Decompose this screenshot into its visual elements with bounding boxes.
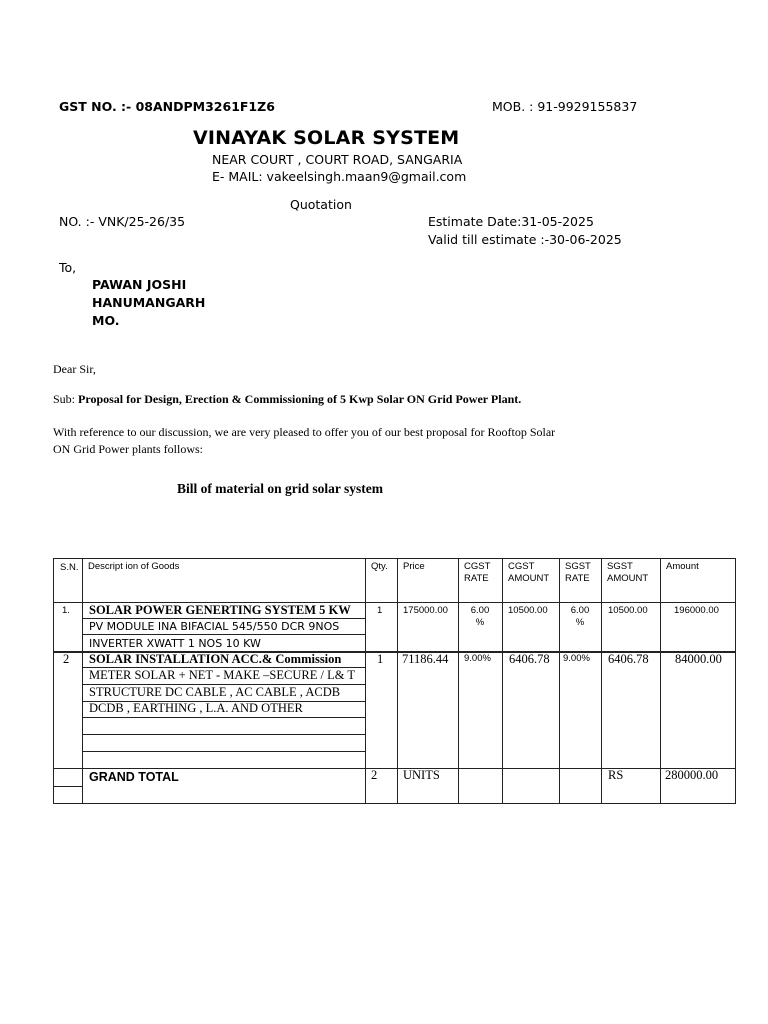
row1-sgst-rate-value: 6.00: [570, 605, 590, 616]
header-qty: Qty.: [371, 561, 388, 572]
row1-desc-line3: INVERTER XWATT 1 NOS 10 KW: [89, 637, 261, 650]
row1-sn: 1.: [62, 605, 70, 616]
bom-title: Bill of material on grid solar system: [177, 481, 383, 496]
subject-label: Sub:: [53, 392, 79, 406]
desc-subline: [82, 751, 365, 752]
desc-subline: [82, 717, 365, 718]
sn-subline: [54, 786, 82, 787]
row2-price: 71186.44: [402, 652, 449, 666]
row1-cgst-rate-unit: %: [475, 617, 485, 628]
header-cgst-rate-line1: CGST: [464, 561, 491, 572]
row1-price: 175000.00: [403, 605, 448, 616]
grand-total-unit: UNITS: [403, 768, 440, 782]
row2-qty: 1: [377, 652, 384, 666]
row1-qty: 1: [377, 605, 383, 616]
grand-total-label: GRAND TOTAL: [89, 770, 179, 784]
to-label: To,: [59, 260, 77, 275]
grand-total-amount: 280000.00: [665, 768, 719, 782]
header-sgst-amount-line1: SGST: [607, 561, 633, 572]
row1-cgst-rate: [458, 605, 502, 629]
row1-sgst-rate: [559, 605, 601, 629]
row2-amount: 84000.00: [675, 652, 722, 666]
header-cgst-amount-line1: CGST: [508, 561, 535, 572]
row2-desc-line3: STRUCTURE DC CABLE , AC CABLE , ACDB: [89, 685, 341, 699]
recipient-city: HANUMANGARH: [92, 295, 206, 310]
row2-sgst-rate: 9.00%: [563, 653, 590, 664]
desc-subline: [82, 734, 365, 735]
quotation-number: NO. :- VNK/25-26/35: [59, 214, 186, 229]
company-email: E- MAIL: vakeelsingh.maan9@gmail.com: [212, 169, 467, 184]
company-name: VINAYAK SOLAR SYSTEM: [193, 127, 460, 149]
row2-sgst-amount: 6406.78: [608, 652, 649, 666]
header-amount: Amount: [666, 561, 699, 572]
row2-desc-line2: METER SOLAR + NET - MAKE –SECURE / L& T: [89, 668, 355, 682]
recipient-mobile: MO.: [92, 313, 120, 328]
row2-cgst-rate: 9.00%: [464, 653, 491, 664]
header-cgst-amount-line2: AMOUNT: [508, 573, 550, 584]
header-sgst-amount: [607, 561, 648, 585]
subject-text: Proposal for Design, Erection & Commissioning of 5 Kwp Solar ON Grid Power Plant.: [78, 392, 522, 406]
row1-amount: 196000.00: [674, 605, 719, 616]
estimate-date: Estimate Date:31-05-2025: [428, 214, 594, 229]
col-divider: [458, 559, 459, 803]
col-divider: [397, 559, 398, 803]
header-description: Descript ion of Goods: [88, 561, 180, 572]
row-divider: [54, 768, 735, 769]
grand-total-qty: 2: [371, 768, 378, 782]
header-sgst-rate: [565, 561, 591, 585]
col-divider: [601, 559, 602, 803]
row2-cgst-amount: 6406.78: [509, 652, 550, 666]
bill-of-material-table: [53, 558, 736, 804]
header-cgst-amount: [508, 561, 549, 585]
recipient-name: PAWAN JOSHI: [92, 277, 187, 292]
subject-line: [53, 392, 521, 407]
col-divider: [82, 559, 83, 803]
row1-sgst-amount: 10500.00: [608, 605, 648, 616]
row1-desc-line2: PV MODULE INA BIFACIAL 545/550 DCR 9NOS: [89, 620, 340, 633]
document-title: Quotation: [290, 197, 352, 212]
grand-total-currency: RS: [608, 768, 624, 782]
row2-desc-line1: SOLAR INSTALLATION ACC.& Commission: [89, 652, 342, 666]
row1-desc-line1: SOLAR POWER GENERTING SYSTEM 5 KW: [89, 603, 351, 617]
reference-line-2: ON Grid Power plants follows:: [53, 442, 203, 456]
reference-line-1: With reference to our discussion, we are very pleased to offer you of our best proposal for Rooftop Solar: [53, 425, 556, 439]
salutation: Dear Sir,: [53, 362, 96, 376]
row1-cgst-rate-value: 6.00: [470, 605, 490, 616]
header-cgst-rate: [464, 561, 490, 585]
header-cgst-rate-line2: RATE: [464, 573, 489, 584]
company-address: NEAR COURT , COURT ROAD, SANGARIA: [212, 152, 463, 167]
col-divider: [502, 559, 503, 803]
header-sgst-amount-line2: AMOUNT: [607, 573, 649, 584]
header-price: Price: [403, 561, 425, 572]
mobile-number: MOB. : 91-9929155837: [492, 99, 638, 114]
header-sgst-rate-line1: SGST: [565, 561, 591, 572]
col-divider: [559, 559, 560, 803]
header-sn: S.N.: [60, 562, 79, 573]
header-sgst-rate-line2: RATE: [565, 573, 590, 584]
row1-sgst-rate-unit: %: [575, 617, 585, 628]
desc-subline: [82, 618, 365, 619]
desc-subline: [82, 634, 365, 635]
row2-desc-line4: DCDB , EARTHING , L.A. AND OTHER: [89, 701, 303, 715]
gst-number: GST NO. :- 08ANDPM3261F1Z6: [59, 99, 275, 114]
valid-till-date: Valid till estimate :-30-06-2025: [428, 232, 622, 247]
row1-cgst-amount: 10500.00: [508, 605, 548, 616]
col-divider: [660, 559, 661, 803]
row2-sn: 2: [63, 652, 70, 666]
col-divider: [365, 559, 366, 803]
